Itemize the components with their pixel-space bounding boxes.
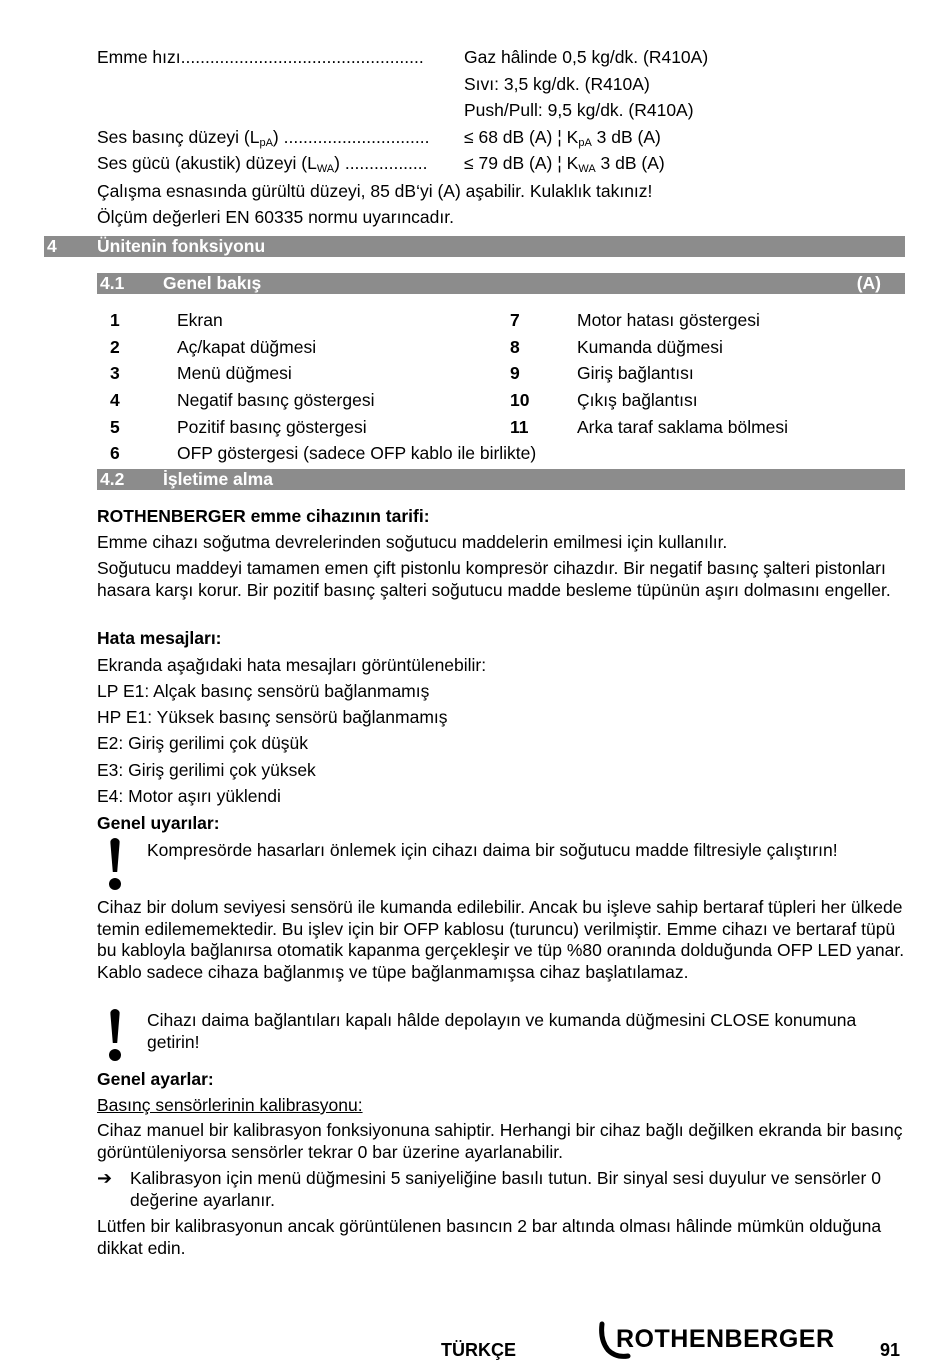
item-number: 4	[110, 390, 120, 410]
spec-suction-pushpull: Push/Pull: 9,5 kg/dk. (R410A)	[464, 100, 694, 120]
warning-1: Kompresörde hasarları önlemek için cihazı daima bir soğutucu madde filtresiyle çalıştırın!	[147, 840, 838, 860]
page-number: 91	[880, 1340, 901, 1360]
footer-language: TÜRKÇE	[441, 1340, 516, 1360]
arrow-icon: ➔	[97, 1168, 113, 1188]
figure-ref: (A)	[856, 273, 881, 293]
error-item: HP E1: Yüksek basınç sensörü bağlanmamış	[97, 707, 448, 727]
calibration-heading: Basınç sensörlerinin kalibrasyonu:	[97, 1095, 363, 1115]
spec-sound-power-label: Ses gücü (akustik) düzeyi $(L_{WA})$ .................	[97, 153, 428, 175]
error-item: E4: Motor aşırı yüklendi	[97, 786, 281, 806]
noise-warning: Çalışma esnasında gürültü düzeyi, 85 dB‘yi (A) aşabilir. Kulaklık takınız!	[97, 181, 653, 201]
spec-sound-pressure-value: ≤ 68 dB (A) ¦ $K_{pA}$ 3 dB (A)	[464, 127, 661, 149]
section-number: 4.1	[100, 273, 125, 293]
spec-suction-liquid: Sıvı: 3,5 kg/dk. (R410A)	[464, 74, 650, 94]
logo-wordmark: ROTHENBERGER	[616, 1325, 835, 1353]
ofp-paragraph: Cihaz bir dolum seviyesi sensörü ile kumanda edilebilir. Ancak bu işleve sahip bertaraf tüpleri her ülkede temin edilememektedir. Bu işlev için bir OFP kablosu (turuncu) verilmiştir. Emme cihazı ve bertaraf tüpü bu kabloyla bağlanırsa otomatik kapanma gerçekleşir ve tüp %80 oranında dolduğunda OFP LED yanar. Kablo sadece cihaza bağlanmış ve tüpe bağlanmamışsa cihaz başlatılamaz.	[97, 897, 905, 982]
rothenberger-logo	[598, 1320, 850, 1362]
spec-suction-gas: Gaz hâlinde 0,5 kg/dk. (R410A)	[464, 47, 709, 67]
item-number: 6	[110, 443, 120, 463]
item-label: Negatif basınç göstergesi	[177, 390, 375, 410]
item-number: 9	[510, 363, 520, 383]
item-number: 3	[110, 363, 120, 383]
item-label: Pozitif basınç göstergesi	[177, 417, 367, 437]
item-label: Motor hatası göstergesi	[577, 310, 760, 330]
description-heading: ROTHENBERGER emme cihazının tarifi:	[97, 506, 430, 526]
description-paragraph-2: Soğutucu maddeyi tamamen emen çift pistonlu kompresör cihazdır. Bir negatif basınç şalteri pistonları hasara karşı korur. Bir pozitif basınç şalteri soğutucu madde besleme tüpünün aşırı dolmasını engeller.	[97, 558, 891, 600]
exclamation-icon	[108, 838, 122, 891]
item-number: 10	[510, 390, 530, 410]
calibration-paragraph: Cihaz manuel bir kalibrasyon fonksiyonuna sahiptir. Herhangi bir cihaz bağlı değilken ekranda bir basınç görüntüleniyorsa sensörler tekrar 0 bar üzerine ayarlanabilir.	[97, 1120, 903, 1162]
error-item: E2: Giriş gerilimi çok düşük	[97, 733, 309, 753]
exclamation-icon	[108, 1009, 122, 1062]
item-label: Çıkış bağlantısı	[577, 390, 698, 410]
item-number: 1	[110, 310, 120, 330]
errors-intro: Ekranda aşağıdaki hata mesajları görüntülenebilir:	[97, 655, 487, 675]
item-label: Ekran	[177, 310, 223, 330]
item-number: 8	[510, 337, 520, 357]
item-label: Menü düğmesi	[177, 363, 292, 383]
warnings-heading: Genel uyarılar:	[97, 813, 220, 833]
error-item: E3: Giriş gerilimi çok yüksek	[97, 760, 316, 780]
section-4-1-heading	[97, 273, 905, 294]
item-label: Kumanda düğmesi	[577, 337, 723, 357]
section-4-heading	[44, 236, 905, 257]
item-label: Giriş bağlantısı	[577, 363, 694, 383]
section-number: 4	[47, 236, 57, 256]
item-number: 7	[510, 310, 520, 330]
spec-sound-power-value: ≤ 79 dB (A) ¦ $K_{WA}$ 3 dB (A)	[464, 153, 665, 175]
item-label: OFP göstergesi (sadece OFP kablo ile birlikte)	[177, 443, 537, 463]
spec-sound-pressure-label: Ses basınç düzeyi $(L_{pA})$ ..............................	[97, 127, 430, 149]
calibration-note: Lütfen bir kalibrasyonun ancak görüntülenen basıncın 2 bar altında olması hâlinde mümkün olduğuna dikkat edin.	[97, 1216, 882, 1258]
section-4-2-heading	[97, 469, 905, 490]
section-title: İşletime alma	[163, 469, 273, 489]
description-paragraph-1: Emme cihazı soğutma devrelerinden soğutucu maddelerin emilmesi için kullanılır.	[97, 532, 728, 552]
section-number: 4.2	[100, 469, 125, 489]
spec-suction-label: Emme hızı..................................................	[97, 47, 424, 67]
item-number: 11	[510, 417, 529, 437]
item-label: Arka taraf saklama bölmesi	[577, 417, 789, 437]
standard-note: Ölçüm değerleri EN 60335 normu uyarıncadır.	[97, 207, 454, 227]
calibration-step: Kalibrasyon için menü düğmesini 5 saniyeliğine basılı tutun. Bir sinyal sesi duyulur ve sensörler 0 değerine ayarlanır.	[130, 1168, 881, 1210]
item-label: Aç/kapat düğmesi	[177, 337, 317, 357]
error-item: LP E1: Alçak basınç sensörü bağlanmamış	[97, 681, 430, 701]
section-title: Ünitenin fonksiyonu	[97, 236, 266, 256]
item-number: 2	[110, 337, 120, 357]
warning-2: Cihazı daima bağlantıları kapalı hâlde depolayın ve kumanda düğmesini CLOSE konumuna getirin!	[147, 1010, 857, 1052]
errors-heading: Hata mesajları:	[97, 628, 222, 648]
section-title: Genel bakış	[163, 273, 262, 293]
settings-heading: Genel ayarlar:	[97, 1069, 214, 1089]
item-number: 5	[110, 417, 120, 437]
